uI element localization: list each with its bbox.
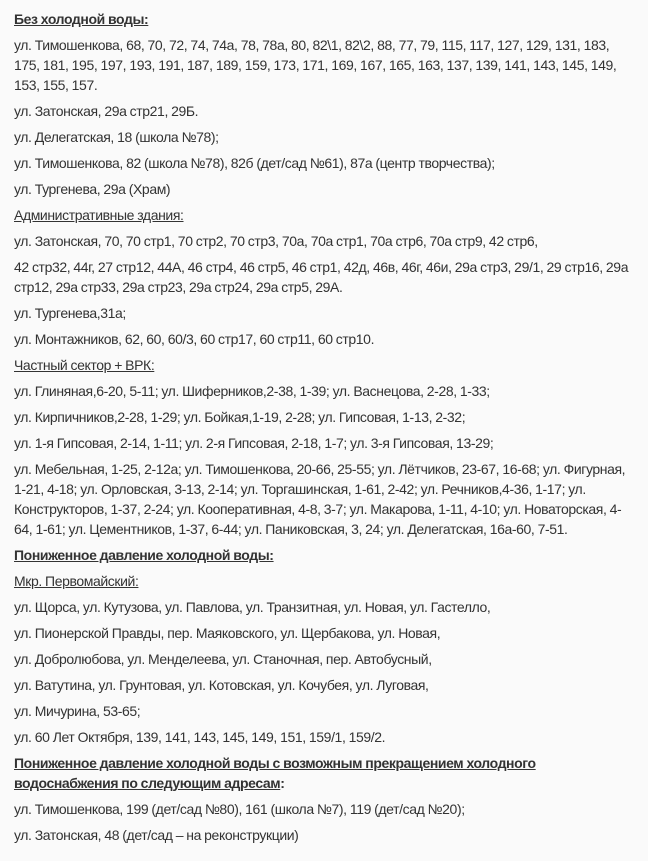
address-line: ул. Добролюбова, ул. Менделеева, ул. Станочная, пер. Автобусный, bbox=[14, 651, 432, 667]
address-line: ул. Мичурина, 53-65; bbox=[14, 703, 141, 719]
address-line: ул. Глиняная,6-20, 5-11; ул. Шиферников,2-38, 1-39; ул. Васнецова, 2-28, 1-33; bbox=[14, 383, 490, 399]
address-line: ул. Монтажников, 62, 60, 60/3, 60 стр17, 60 стр11, 60 стр10. bbox=[14, 331, 375, 347]
address-line: ул. 60 Лет Октября, 139, 141, 143, 145, 149, 151, 159/1, 159/2. bbox=[14, 729, 386, 745]
address-line: ул. Тимошенкова, 82 (школа №78), 82б (дет/сад №61), 87а (центр творчества); bbox=[14, 155, 495, 171]
address-line: ул. Кирпичников,2-28, 1-29; ул. Бойкая,1-19, 2-28; ул. Гипсовая, 1-13, 2-32; bbox=[14, 409, 466, 425]
section-heading-private-sector: Частный сектор + ВРК: bbox=[14, 357, 155, 373]
address-line: ул. Мебельная, 1-25, 2-12а; ул. Тимошенкова, 20-66, 25-55; ул. Лётчиков, 23-67, 16-68; ул. Фигурная, 1-21, 4-18; ул. Орловская, 3-13, 2-14; ул. Торгашинская, 1-61, 2-42; ул. Речников,4-36, 1-17; ул. Конструкторов, 1-37, 2-24; ул. Кооперативная, 4-8, 3-7; ул. Макарова, 1-11, 4-10; ул. Новаторская, 4-64, 1-61; ул. Цементников, 1-37, 6-44; ул. Паниковская, 3, 24; ул. Делегатская, 16а-60, 7-51. bbox=[14, 461, 626, 537]
address-line: ул. Щорса, ул. Кутузова, ул. Павлова, ул. Транзитная, ул. Новая, ул. Гастелло, bbox=[14, 599, 491, 615]
subsection-heading-pervomaysky: Мкр. Первомайский: bbox=[14, 573, 139, 589]
section-heading-low-pressure: Пониженное давление холодной воды: bbox=[14, 547, 274, 563]
address-line: ул. Затонская, 70, 70 стр1, 70 стр2, 70 стр3, 70а, 70а стр1, 70а стр6, 70а стр9, 42 стр6, bbox=[14, 233, 538, 249]
section-heading-low-pressure-possible-cutoff: Пониженное давление холодной воды с возможным прекращением холодного водоснабжения по следующим адресам: bbox=[14, 755, 536, 791]
address-line: ул. Ватутина, ул. Грунтовая, ул. Котовская, ул. Кочубея, ул. Луговая, bbox=[14, 677, 429, 693]
section-heading-no-cold-water: Без холодной воды: bbox=[14, 11, 149, 27]
address-line: ул. Затонская, 48 (дет/сад – на реконструкции) bbox=[14, 827, 299, 843]
address-line: ул. Тимошенкова, 199 (дет/сад №80), 161 (школа №7), 119 (дет/сад №20); bbox=[14, 801, 465, 817]
address-line: ул. Тимошенкова, 68, 70, 72, 74, 74а, 78, 78а, 80, 82\1, 82\2, 88, 77, 79, 115, 117, 127, 129, 131, 183, 175, 181, 195, 197, 193, 191, 187, 189, 159, 173, 171, 169, 167, 165, 163, 137, 139, 141, 143, 145, 149, 153, 155, 157. bbox=[14, 37, 617, 93]
section-heading-admin-buildings: Административные здания: bbox=[14, 207, 184, 223]
address-line: ул. Тургенева, 29а (Храм) bbox=[14, 181, 171, 197]
address-line: ул. Пионерской Правды, пер. Маяковского, ул. Щербакова, ул. Новая, bbox=[14, 625, 441, 641]
address-line: ул. Затонская, 29а стр21, 29Б. bbox=[14, 103, 199, 119]
address-line: ул. Тургенева,31а; bbox=[14, 305, 126, 321]
address-line: 42 стр32, 44г, 27 стр12, 44А, 46 стр4, 46 стр5, 46 стр1, 42д, 46в, 46г, 46и, 29а стр3, 29/1, 29 стр16, 29а стр12, 29а стр33, 29а стр23, 29а стр24, 29а стр5, 29А. bbox=[14, 259, 629, 295]
heading-colon: : bbox=[280, 775, 285, 791]
address-line: ул. Делегатская, 18 (школа №78); bbox=[14, 129, 219, 145]
address-line: ул. 1-я Гипсовая, 2-14, 1-11; ул. 2-я Гипсовая, 2-18, 1-7; ул. 3-я Гипсовая, 13-29; bbox=[14, 435, 494, 451]
